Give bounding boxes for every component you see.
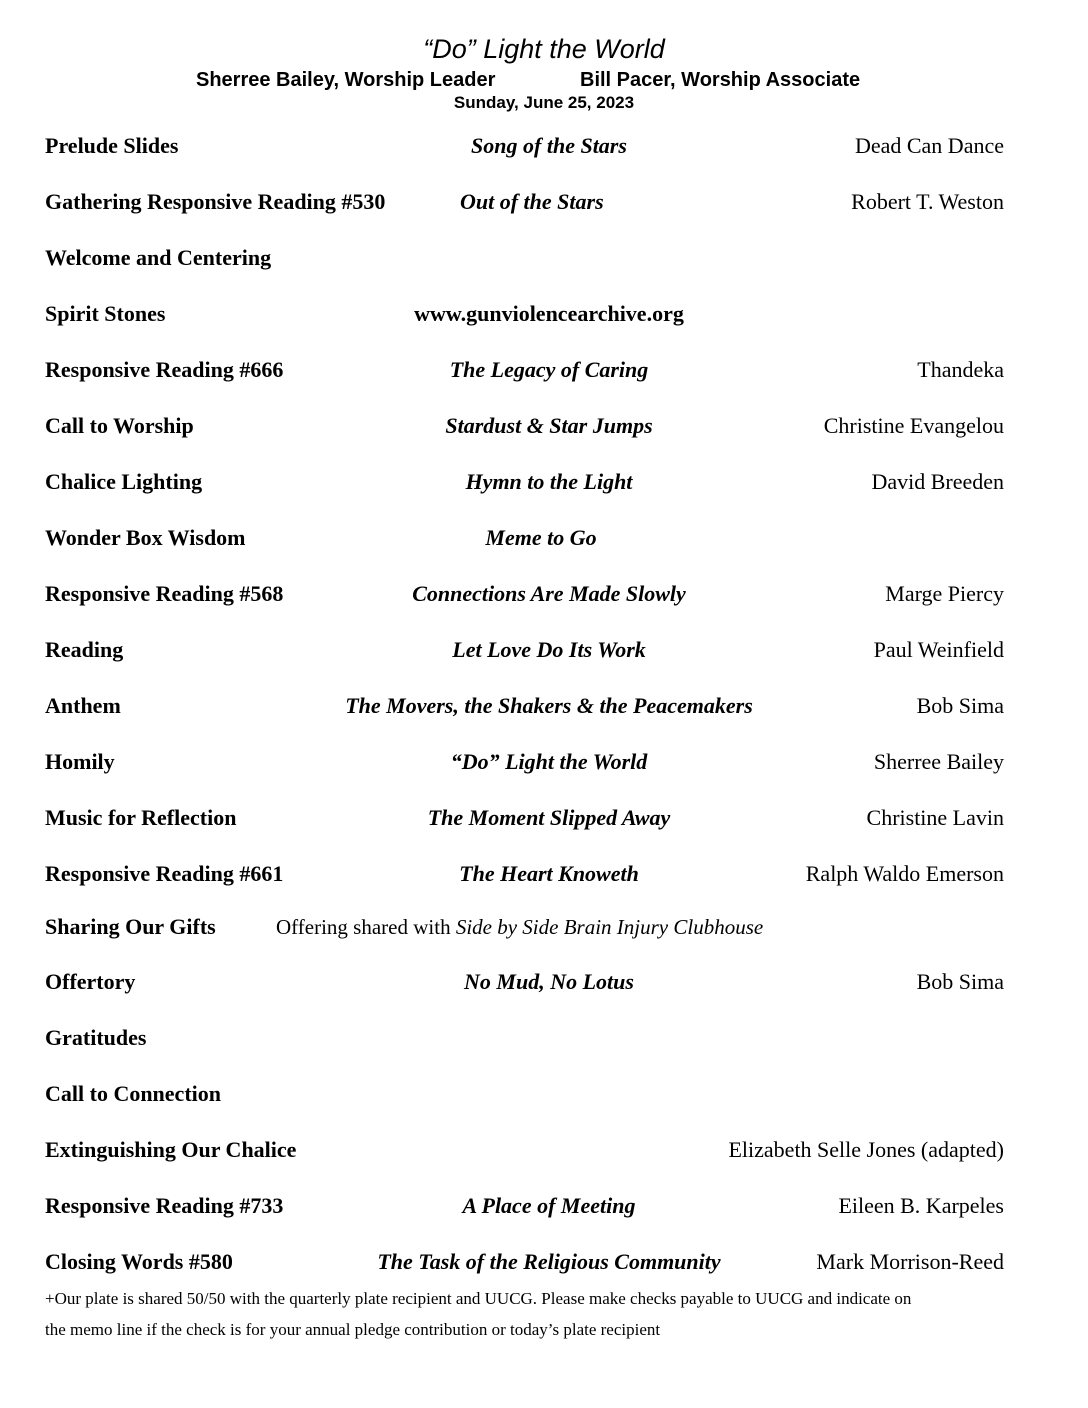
order-row-spirit-stones	[0, 298, 1088, 330]
order-item: Wonder Box Wisdom	[45, 525, 246, 550]
plate-footnote-line-2: the memo line if the check is for your annual pledge contribution or today’s plate recipient	[45, 1320, 661, 1339]
worship-leader: Sherree Bailey, Worship Leader	[196, 69, 496, 91]
order-piece: Meme to Go	[485, 525, 597, 550]
order-piece-link: www.gunviolencearchive.org	[414, 301, 684, 326]
order-item: Music for Reflection	[45, 805, 237, 830]
order-piece: Let Love Do Its Work	[452, 637, 646, 662]
order-author: Marge Piercy	[885, 581, 1004, 606]
worship-associate: Bill Pacer, Worship Associate	[580, 69, 861, 91]
order-author: Christine Lavin	[866, 805, 1004, 830]
order-item: Responsive Reading #733	[45, 1193, 284, 1218]
order-row-closing-words	[0, 1246, 1088, 1278]
service-date: Sunday, June 25, 2023	[453, 93, 635, 112]
order-row-offertory	[0, 966, 1088, 998]
order-item: Gathering Responsive Reading #530	[45, 189, 386, 214]
order-piece: The Legacy of Caring	[449, 357, 649, 382]
order-author: Paul Weinfield	[873, 637, 1004, 662]
order-row-sharing-gifts	[0, 911, 1088, 943]
order-row-extinguishing-chalice	[0, 1134, 1088, 1166]
order-item: Call to Connection	[45, 1081, 221, 1106]
order-author: Mark Morrison-Reed	[816, 1249, 1004, 1274]
order-row-reading	[0, 634, 1088, 666]
order-row-reading-733	[0, 1190, 1088, 1222]
order-author: Christine Evangelou	[823, 413, 1004, 438]
order-author: Robert T. Weston	[851, 189, 1004, 214]
order-item: Call to Worship	[45, 413, 194, 438]
order-author: Eileen B. Karpeles	[838, 1193, 1004, 1218]
order-row-homily	[0, 746, 1088, 778]
order-item: Gratitudes	[45, 1025, 147, 1050]
order-row-anthem	[0, 690, 1088, 722]
order-author: Elizabeth Selle Jones (adapted)	[728, 1137, 1004, 1162]
order-author: David Breeden	[871, 469, 1004, 494]
order-author: Sherree Bailey	[873, 749, 1004, 774]
order-item: Chalice Lighting	[45, 469, 203, 494]
order-row-reading-568	[0, 578, 1088, 610]
plate-footnote-line-1: +Our plate is shared 50/50 with the quarterly plate recipient and UUCG. Please make checks payable to UUCG and indicate on	[45, 1289, 912, 1308]
order-item: Welcome and Centering	[45, 245, 272, 270]
order-piece: No Mud, No Lotus	[464, 969, 634, 994]
order-row-reading-661	[0, 858, 1088, 890]
offering-note	[276, 911, 763, 943]
order-item: Prelude Slides	[45, 133, 179, 158]
order-piece: Hymn to the Light	[465, 469, 633, 494]
order-piece: The Moment Slipped Away	[427, 805, 671, 830]
order-author: Bob Sima	[916, 969, 1004, 994]
order-row-wonder-box	[0, 522, 1088, 554]
order-row-welcome	[0, 242, 1088, 274]
order-piece: The Task of the Religious Community	[377, 1249, 721, 1274]
order-item: Sharing Our Gifts	[45, 914, 216, 939]
order-author: Bob Sima	[916, 693, 1004, 718]
order-piece: Song of the Stars	[471, 133, 627, 158]
order-row-music-for-reflection	[0, 802, 1088, 834]
order-item: Homily	[45, 749, 115, 774]
order-item: Closing Words #580	[45, 1249, 233, 1274]
order-item: Extinguishing Our Chalice	[45, 1137, 297, 1162]
order-row-chalice-lighting	[0, 466, 1088, 498]
order-item: Offertory	[45, 969, 136, 994]
order-row-prelude	[0, 130, 1088, 162]
order-piece: The Movers, the Shakers & the Peacemakers	[345, 693, 753, 718]
order-piece: Out of the Stars	[460, 189, 604, 214]
order-piece: The Heart Knoweth	[459, 861, 639, 886]
order-row-call-to-worship	[0, 410, 1088, 442]
order-piece: Stardust & Star Jumps	[445, 413, 653, 438]
order-piece: A Place of Meeting	[462, 1193, 636, 1218]
order-row-gratitudes	[0, 1022, 1088, 1054]
order-author: Ralph Waldo Emerson	[805, 861, 1004, 886]
order-item: Responsive Reading #666	[45, 357, 284, 382]
order-author: Thandeka	[917, 357, 1004, 382]
order-piece: “Do” Light the World	[450, 749, 648, 774]
order-item: Responsive Reading #661	[45, 861, 284, 886]
offering-text: Offering shared with	[276, 915, 456, 939]
order-author: Dead Can Dance	[854, 133, 1004, 158]
offering-recipient: Side by Side Brain Injury Clubhouse	[455, 915, 764, 939]
order-row-gathering-reading	[0, 186, 1088, 218]
order-item: Responsive Reading #568	[45, 581, 284, 606]
order-item: Spirit Stones	[45, 301, 166, 326]
order-item: Reading	[45, 637, 124, 662]
order-piece: Connections Are Made Slowly	[412, 581, 686, 606]
order-row-call-to-connection	[0, 1078, 1088, 1110]
order-item: Anthem	[45, 693, 121, 718]
service-title: “Do” Light the World	[423, 34, 665, 64]
order-row-reading-666	[0, 354, 1088, 386]
